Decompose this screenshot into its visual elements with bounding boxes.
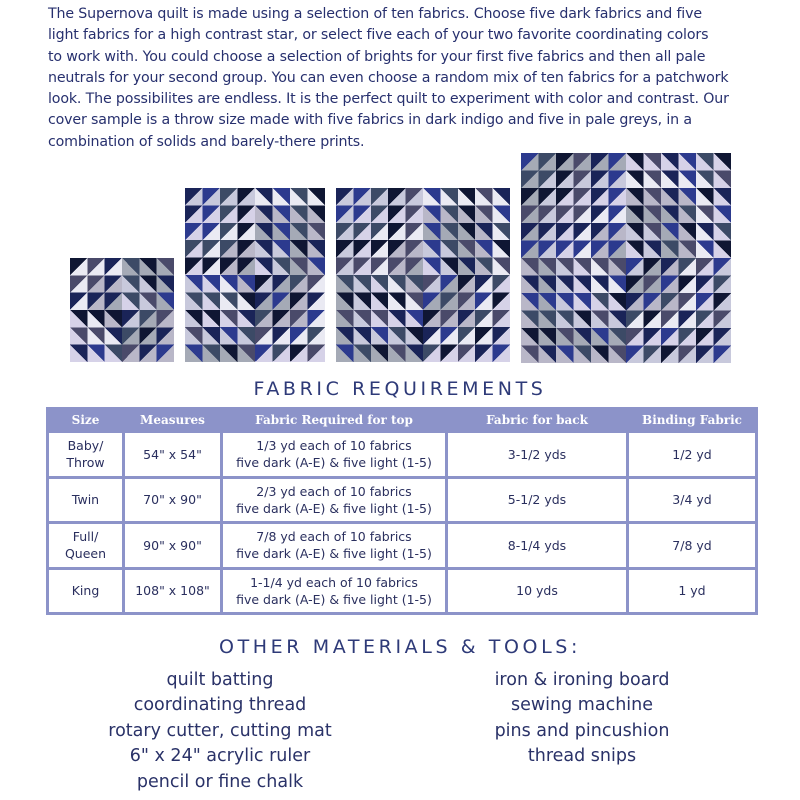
size-cell bbox=[49, 524, 122, 567]
intro-line: to work with. You could choose a selection of brights for your first five fabrics and then all pale bbox=[48, 48, 706, 65]
size-line: Throw bbox=[66, 455, 105, 471]
intro-line: look. The possibilites are endless. It is the perfect quilt to experiment with color and contrast. Our bbox=[48, 91, 729, 108]
table-row bbox=[49, 479, 755, 522]
top-fabric-line: 2/3 yd each of 10 fabrics bbox=[256, 483, 412, 499]
intro-line: neutrals for your second group. You can even choose a random mix of ten fabrics for a patchwork bbox=[48, 69, 729, 86]
column-header: Measures bbox=[125, 410, 220, 430]
column-header: Fabric for back bbox=[448, 410, 626, 430]
list-item: iron & ironing board bbox=[494, 670, 670, 690]
table-row bbox=[49, 524, 755, 567]
column-header: Size bbox=[49, 410, 122, 430]
table-row bbox=[49, 570, 755, 613]
intro-line: light fabrics for a high contrast star, or select five each of your two favorite coordinating colors bbox=[48, 27, 709, 44]
intro-line: The Supernova quilt is made using a selection of ten fabrics. Choose five dark fabrics and five bbox=[48, 6, 702, 22]
top-fabric-cell bbox=[223, 570, 445, 613]
top-fabric-line: 7/8 yd each of 10 fabrics bbox=[256, 529, 412, 545]
list-item: quilt batting bbox=[166, 670, 274, 690]
materials-list-right bbox=[462, 668, 702, 770]
intro-line: cover sample is a throw size made with five fabrics in dark indigo and five in pale greys, in a bbox=[48, 112, 692, 129]
top-fabric-line: five dark (A-E) & five light (1-5) bbox=[236, 591, 432, 607]
binding-fabric-cell: 1/2 yd bbox=[629, 433, 755, 476]
list-item: thread snips bbox=[527, 746, 637, 767]
measures-cell: 70" x 90" bbox=[125, 479, 220, 522]
list-item: pencil or fine chalk bbox=[136, 771, 304, 792]
materials-tools-heading: OTHER MATERIALS & TOOLS: bbox=[219, 636, 581, 658]
top-fabric-cell bbox=[223, 524, 445, 567]
quilt-image-twin bbox=[185, 188, 325, 362]
size-line: Baby/ bbox=[67, 438, 104, 454]
top-fabric-cell bbox=[223, 433, 445, 476]
top-fabric-line: five dark (A-E) & five light (1-5) bbox=[236, 546, 432, 562]
list-item: coordinating thread bbox=[133, 695, 307, 716]
top-fabric-line: five dark (A-E) & five light (1-5) bbox=[236, 455, 432, 471]
measures-cell: 54" x 54" bbox=[125, 433, 220, 476]
binding-fabric-cell: 7/8 yd bbox=[629, 524, 755, 567]
table-row bbox=[49, 433, 755, 476]
measures-cell: 90" x 90" bbox=[125, 524, 220, 567]
back-fabric-cell: 3-1/2 yds bbox=[448, 433, 626, 476]
list-item: pins and pincushion bbox=[494, 720, 670, 741]
list-item: rotary cutter, cutting mat bbox=[108, 720, 332, 741]
quilt-image-king bbox=[521, 153, 731, 363]
table-header-row bbox=[49, 410, 755, 430]
binding-fabric-cell: 3/4 yd bbox=[629, 479, 755, 522]
size-line: Twin bbox=[71, 492, 100, 508]
top-fabric-line: 1-1/4 yd each of 10 fabrics bbox=[250, 574, 418, 590]
column-header: Fabric Required for top bbox=[223, 410, 445, 430]
back-fabric-cell: 8-1/4 yds bbox=[448, 524, 626, 567]
back-fabric-cell: 5-1/2 yds bbox=[448, 479, 626, 522]
fabric-requirements-heading: FABRIC REQUIREMENTS bbox=[253, 378, 547, 400]
binding-fabric-cell: 1 yd bbox=[629, 570, 755, 613]
size-cell bbox=[49, 433, 122, 476]
top-fabric-line: 1/3 yd each of 10 fabrics bbox=[256, 438, 412, 454]
quilt-image-baby bbox=[70, 258, 174, 362]
top-fabric-line: five dark (A-E) & five light (1-5) bbox=[236, 500, 432, 516]
intro-line: combination of solids and barely-there prints. bbox=[48, 133, 365, 150]
size-line: Full/ bbox=[72, 529, 99, 545]
materials-list-left bbox=[100, 668, 340, 795]
fabric-requirements-table bbox=[46, 407, 758, 615]
list-item: 6" x 24" acrylic ruler bbox=[129, 746, 311, 767]
size-cell bbox=[49, 570, 122, 613]
back-fabric-cell: 10 yds bbox=[448, 570, 626, 613]
list-item: sewing machine bbox=[510, 695, 654, 716]
top-fabric-cell bbox=[223, 479, 445, 522]
size-line: Queen bbox=[64, 546, 107, 562]
intro-paragraph bbox=[48, 4, 760, 153]
size-line: King bbox=[71, 583, 100, 599]
quilt-image-full bbox=[336, 188, 510, 362]
column-header: Binding Fabric bbox=[629, 410, 755, 430]
size-cell bbox=[49, 479, 122, 522]
measures-cell: 108" x 108" bbox=[125, 570, 220, 613]
